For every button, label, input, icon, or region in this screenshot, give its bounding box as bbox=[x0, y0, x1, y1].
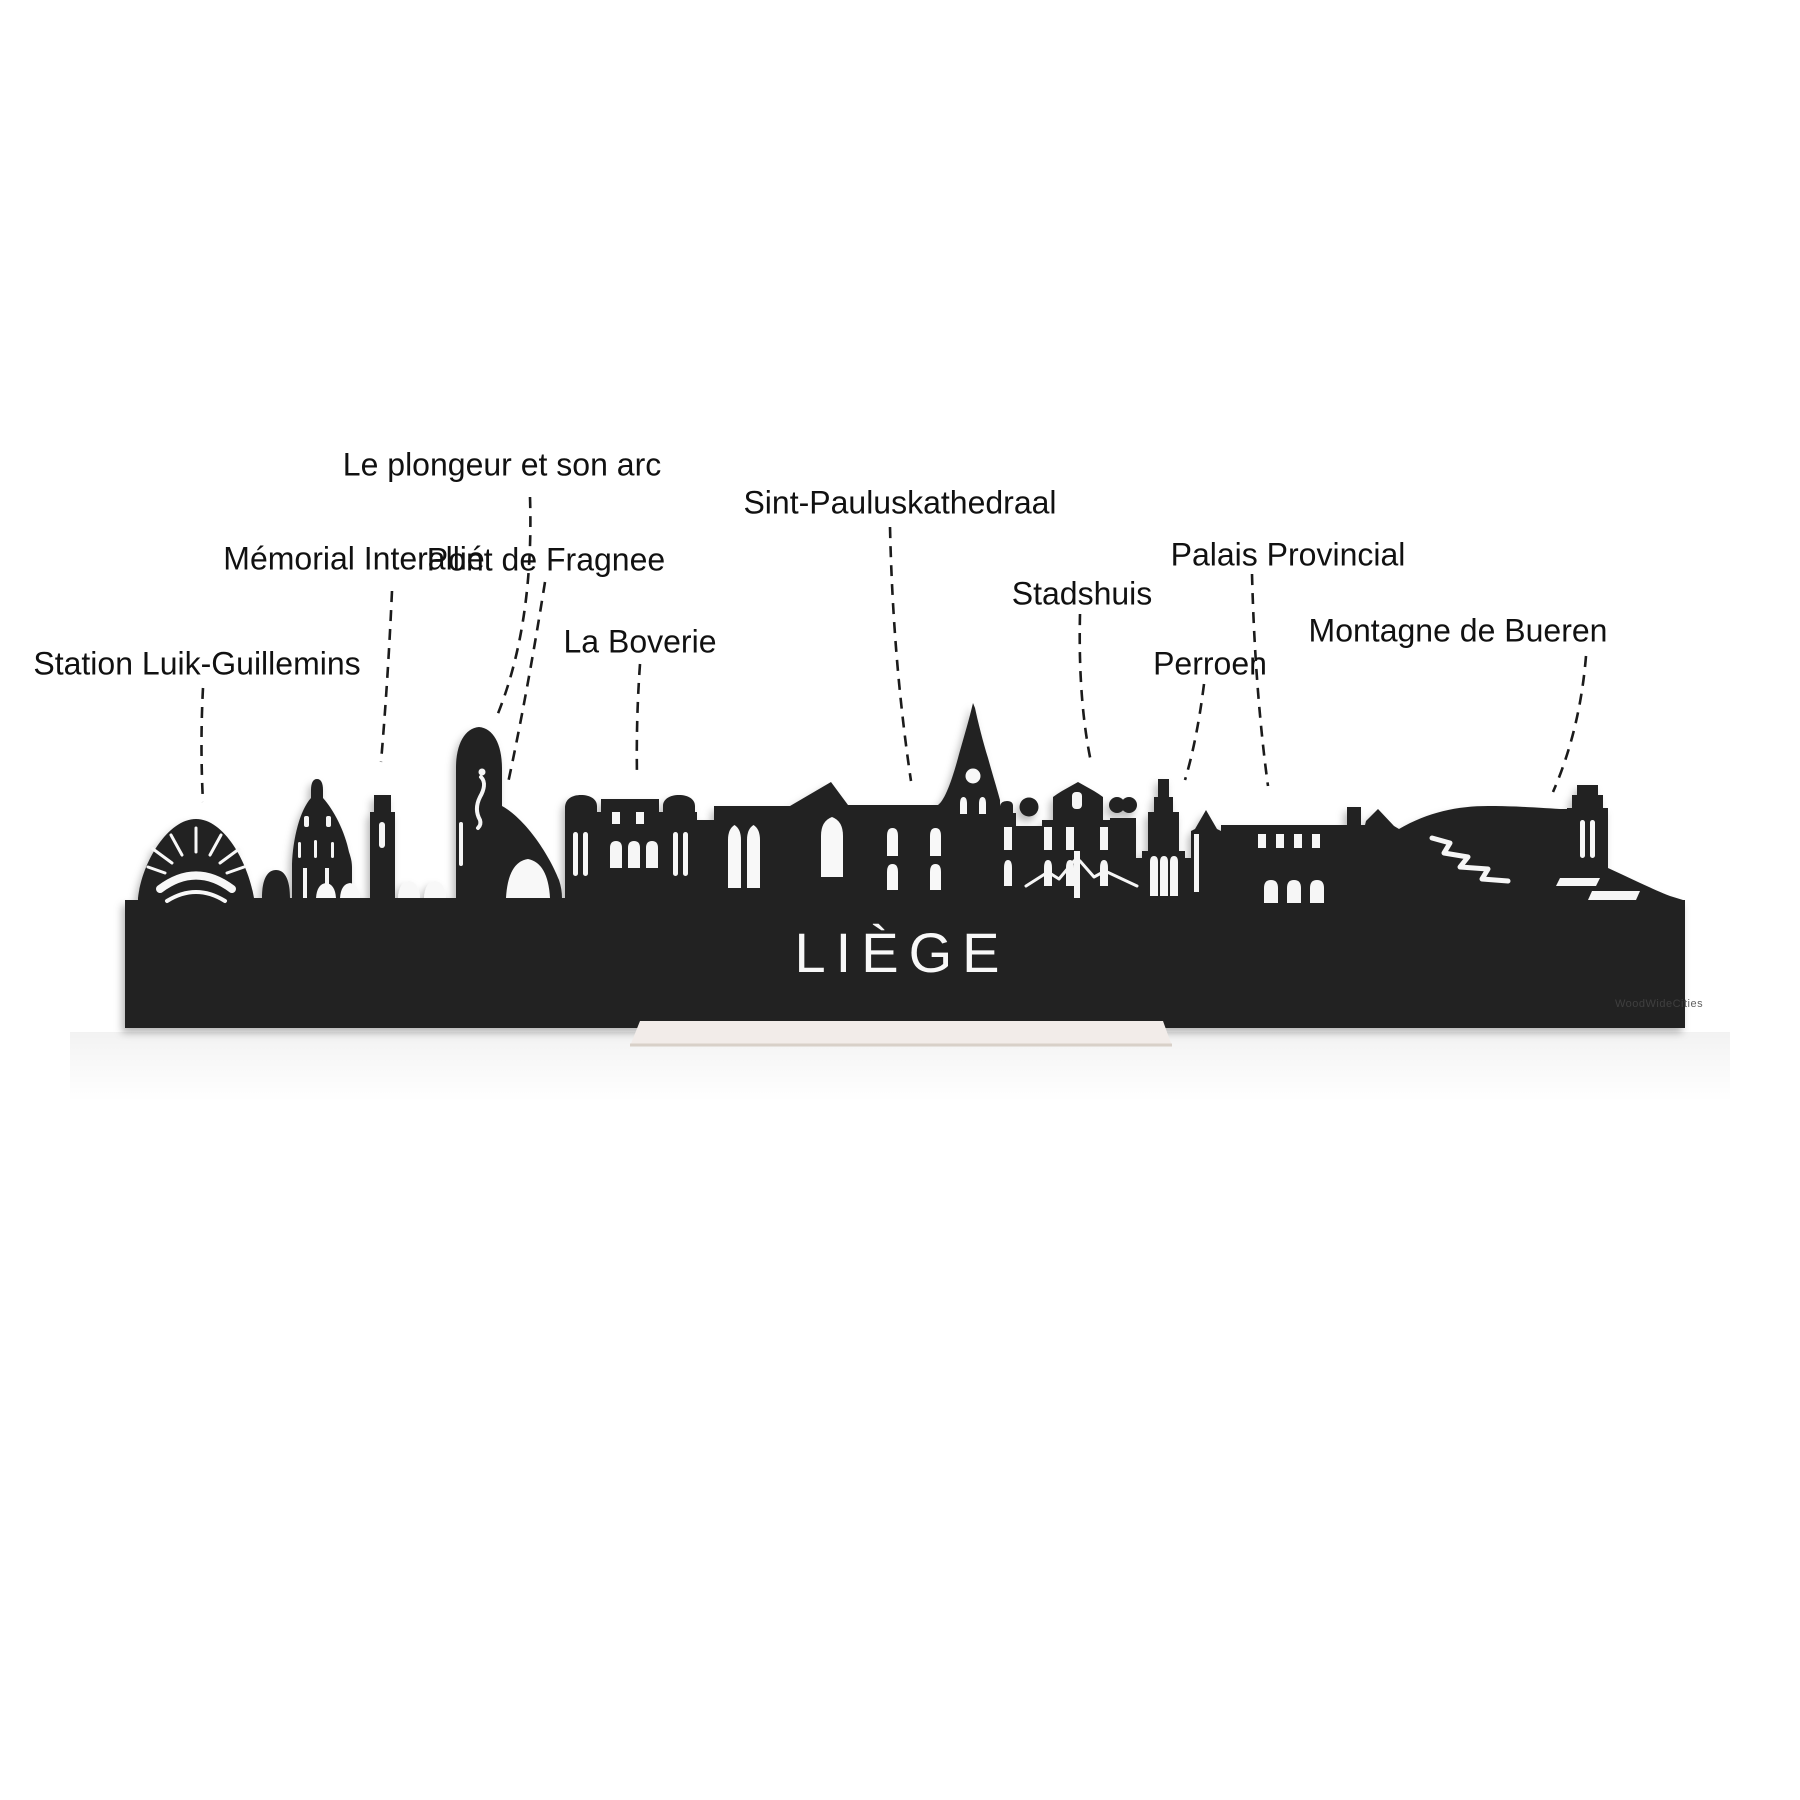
plongeur-tower-slit bbox=[459, 822, 463, 866]
brand-watermark: WoodWideCities bbox=[1615, 998, 1704, 1010]
landmark-label-station-luik-guillemins: Station Luik-Guillemins bbox=[33, 645, 361, 682]
leader-la-boverie bbox=[637, 664, 640, 776]
leader-stadshuis bbox=[1080, 614, 1091, 762]
leader-station-luik-guillemins bbox=[202, 688, 204, 802]
landmark-label-la-boverie: La Boverie bbox=[563, 623, 717, 660]
perron-ball-finial bbox=[1020, 798, 1039, 817]
landmark-label-perroen: Perroen bbox=[1153, 645, 1267, 682]
leader-sint-pauluskathedraal bbox=[890, 527, 911, 781]
stand-top bbox=[630, 1021, 1172, 1046]
landmark-label-palais-provincial: Palais Provincial bbox=[1170, 536, 1406, 573]
landmark-label-stadshuis: Stadshuis bbox=[1011, 575, 1153, 612]
landmark-label-pont-de-fragnee: Pont de Fragnee bbox=[426, 541, 666, 578]
leader-montagne-de-bueren bbox=[1553, 656, 1586, 792]
leader-le-plongeur-et-son-arc bbox=[497, 497, 530, 716]
leader-pont-de-fragnee bbox=[508, 582, 545, 783]
landmark-label-montagne-de-bueren: Montagne de Bueren bbox=[1308, 612, 1608, 649]
city-name-cutout: LIÈGE bbox=[794, 921, 1010, 984]
display-stand bbox=[630, 1021, 1172, 1046]
perroen-arches bbox=[1150, 856, 1178, 896]
landmark-label-memorial-interallie: Mémorial Interallié bbox=[223, 540, 485, 577]
leader-memorial-interallie bbox=[381, 591, 392, 762]
memorial-tower-window bbox=[379, 822, 385, 848]
landmark-label-le-plongeur-et-son-arc: Le plongeur et son arc bbox=[342, 446, 662, 483]
city-silhouette bbox=[125, 703, 1685, 1028]
landmark-label-sint-pauluskathedraal: Sint-Pauluskathedraal bbox=[743, 484, 1057, 521]
leader-perroen bbox=[1185, 684, 1204, 780]
stadshuis-ball-finial-right bbox=[1121, 797, 1137, 813]
